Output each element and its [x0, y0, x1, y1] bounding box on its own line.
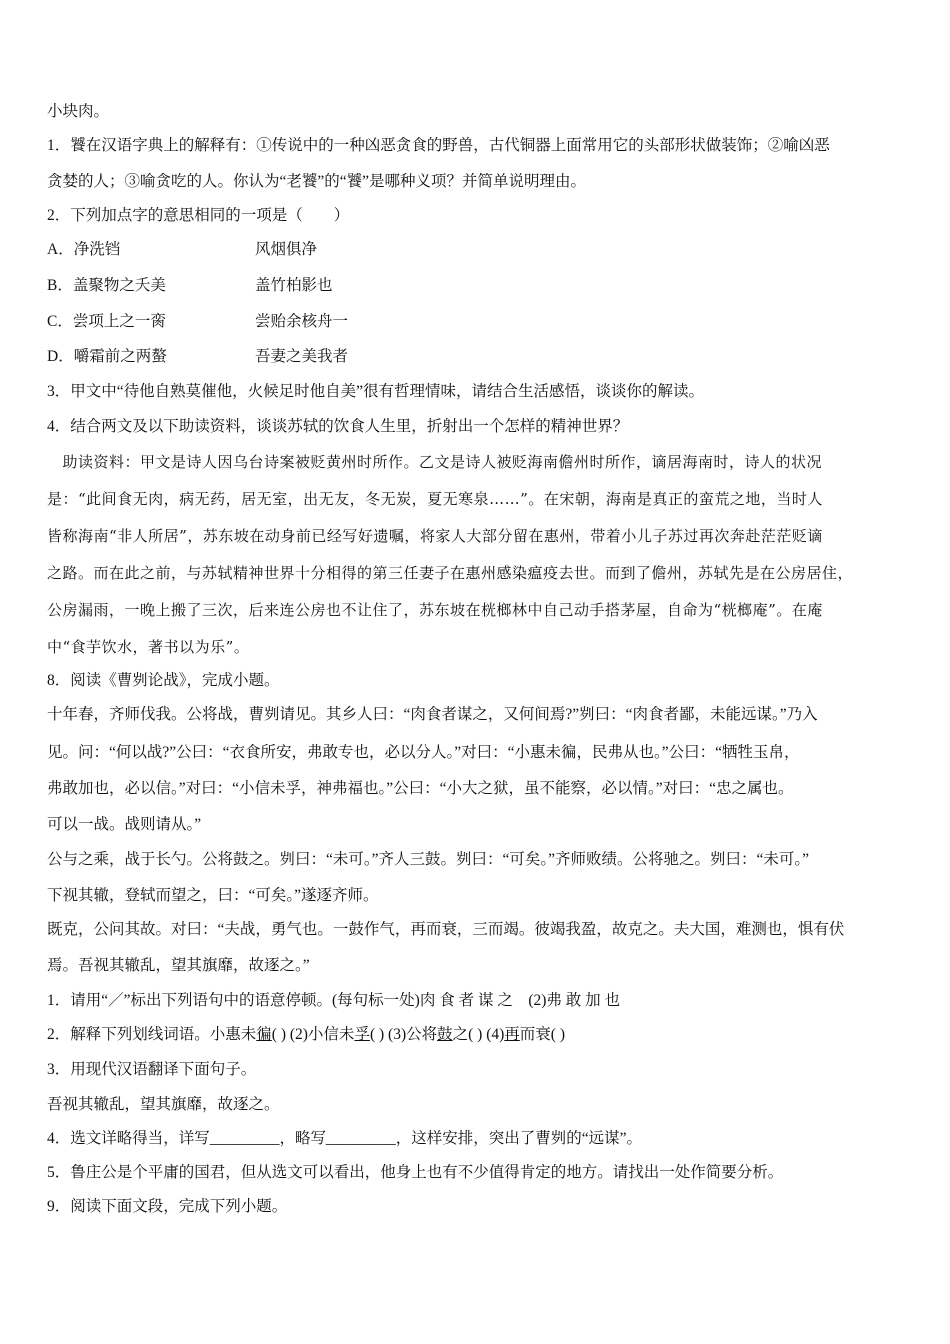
subquestion-5: 5．鲁庄公是个平庸的国君，但从选文可以看出，他身上也有不少值得肯定的地方。请找出一处作简要分析。 [47, 1164, 784, 1181]
subquestion-2-text: 而衰( ) [519, 1026, 565, 1043]
option-b [47, 276, 333, 296]
passage-line: 见。问：“何以战?”公曰：“衣食所安，弗敢专也，必以分人。”对曰：“小惠未徧，民弗从也。”公曰：“牺牲玉帛， [47, 744, 800, 761]
reading-aid-line: 公房漏雨，一晚上搬了三次，后来连公房也不让住了，苏东坡在桄榔林中自己动手搭茅屋，自命为“桄榔庵”。在庵 [47, 601, 823, 619]
option-label: B． [47, 277, 73, 294]
text-line: 小块肉。 [47, 103, 110, 120]
option-text-first: 净洗铛 [73, 241, 121, 258]
underlined-word: 鼓 [437, 1026, 453, 1043]
subquestion-4: 4．选文详略得当，详写_________，略写_________，这样安排，突出了曹刿的“远谋”。 [47, 1130, 643, 1147]
question-2-stem: 2．下列加点字的意思相同的一项是（ ） [47, 207, 350, 224]
option-text-first: 尝项上之一脔 [72, 313, 166, 330]
option-c [47, 312, 349, 332]
subquestion-2-text: 2．解释下列划线词语。小惠未 [47, 1026, 257, 1043]
reading-aid-line: 是：“此间食无肉，病无药，居无室，出无友，冬无炭，夏无寒泉……”。在宋朝，海南是真正的蛮荒之地，当时人 [47, 490, 823, 508]
question-1-line: 1．饕在汉语字典上的解释有：①传说中的一种凶恶贪食的野兽，古代铜器上面常用它的头部形状做装饰；②喻凶恶 [47, 137, 830, 154]
option-text-first: 嚼霜前之两螯 [73, 348, 167, 365]
underlined-word: 再 [504, 1026, 520, 1043]
option-label: A． [47, 241, 74, 258]
reading-aid-line: 中“食芋饮水，著书以为乐”。 [47, 638, 250, 656]
question-8-heading: 8．阅读《曹刿论战》，完成小题。 [47, 672, 280, 689]
subquestion-2-text: ( ) (3)公将 [369, 1026, 438, 1043]
underlined-word: 徧 [256, 1026, 272, 1043]
passage-line: 弗敢加也，必以信。”对曰：“小信未孚，神弗福也。”公曰：“小大之狱，虽不能察，必以情。”对曰：“忠之属也。 [47, 780, 794, 797]
reading-aid-line: 皆称海南“非人所居”，苏东坡在动身前已经写好遗嘱，将家人大部分留在惠州，带着小儿子苏过再次奔赴茫茫贬谪 [47, 527, 823, 545]
subquestion-2 [47, 1025, 565, 1045]
option-text-second: 风烟俱净 [255, 241, 318, 258]
subquestion-1: 1．请用“／”标出下列语句中的语意停顿。(每句标一处)肉 食 者 谋 之 (2)弗 敢 加 也 [47, 992, 621, 1009]
question-1-continued: 贪婪的人；③喻贪吃的人。你认为“老饕”的“饕”是哪种义项？并简单说明理由。 [47, 173, 587, 190]
translation-sentence: 吾视其辙乱，望其旗靡，故逐之。 [47, 1096, 280, 1113]
question-9-heading: 9．阅读下面文段，完成下列小题。 [47, 1198, 288, 1215]
option-d [47, 347, 349, 367]
option-text-first: 盖聚物之夭美 [72, 277, 166, 294]
option-a [47, 240, 318, 260]
option-text-second: 吾妻之美我者 [255, 348, 349, 365]
option-label: C． [47, 313, 73, 330]
question-3-line: 3．甲文中“待他自熟莫催他，火候足时他自美”很有哲理情味，请结合生活感悟，谈谈你的解读。 [47, 383, 705, 400]
subquestion-2-text: 之( ) (4) [452, 1026, 505, 1043]
option-text-second: 尝贻余核舟一 [255, 313, 349, 330]
passage-line: 下视其辙，登轼而望之，曰：“可矣。”遂逐齐师。 [47, 887, 379, 904]
passage-line: 十年春，齐师伐我。公将战，曹刿请见。其乡人曰：“肉食者谋之，又何间焉?”刿曰：“肉食者鄙，未能远谋。”乃入 [47, 706, 818, 723]
underlined-word: 孚 [354, 1026, 370, 1043]
passage-line: 既克，公问其故。对曰：“夫战，勇气也。一鼓作气，再而衰，三而竭。彼竭我盈，故克之。夫大国，难测也，惧有伏 [47, 921, 845, 938]
passage-line: 公与之乘，战于长勺。公将鼓之。刿曰：“未可。”齐人三鼓。刿曰：“可矣。”齐师败绩。公将驰之。刿曰：“未可。” [47, 851, 810, 868]
question-4-line: 4．结合两文及以下助读资料，谈谈苏轼的饮食人生里，折射出一个怎样的精神世界？ [47, 418, 629, 435]
subquestion-3: 3．用现代汉语翻译下面句子。 [47, 1061, 257, 1078]
option-label: D． [47, 348, 74, 365]
passage-line: 可以一战。战则请从。” [47, 816, 202, 833]
passage-line: 焉。吾视其辙乱，望其旗靡，故逐之。” [47, 957, 310, 974]
reading-aid-line: 之路。而在此之前，与苏轼精神世界十分相得的第三任妻子在惠州感染瘟疫去世。而到了儋州，苏轼先是在公房居住， [47, 564, 854, 582]
reading-aid-line: 助读资料：甲文是诗人因乌台诗案被贬黄州时所作。乙文是诗人被贬海南儋州时所作，谪居海南时，诗人的状况 [47, 453, 823, 471]
subquestion-2-text: ( ) (2)小信未 [271, 1026, 355, 1043]
option-text-second: 盖竹柏影也 [255, 277, 333, 294]
